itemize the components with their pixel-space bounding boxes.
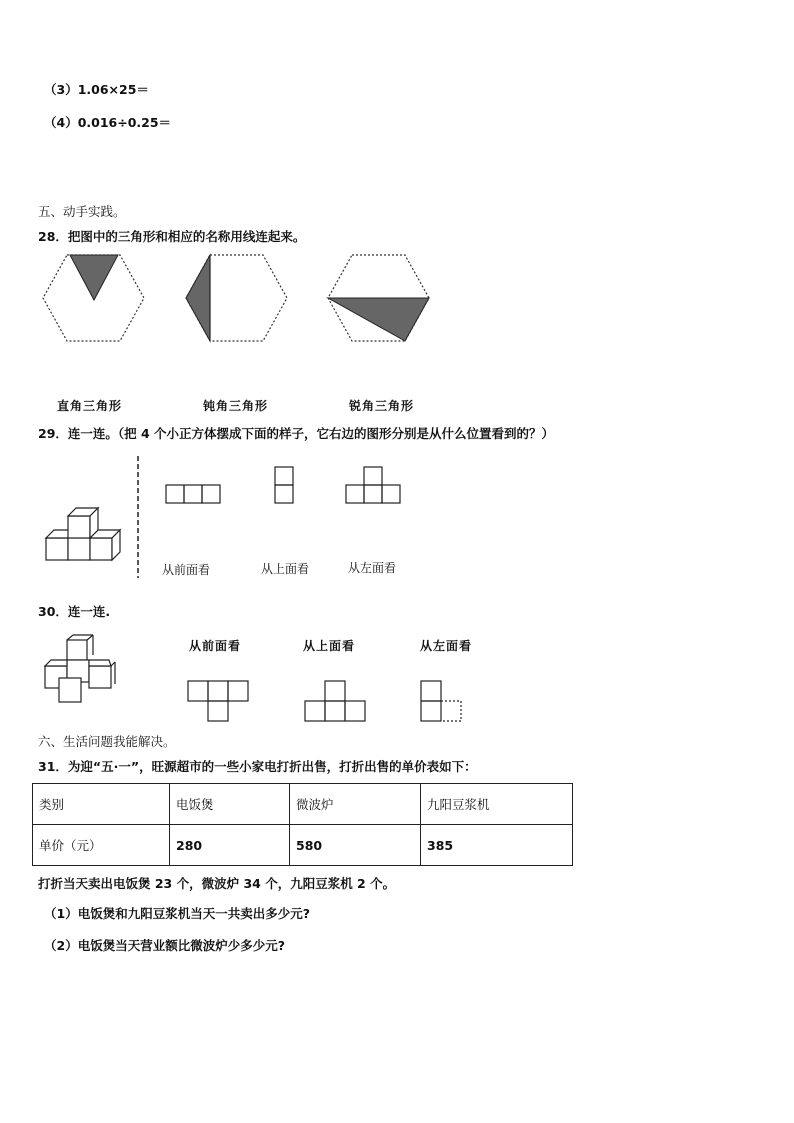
q29-view-a xyxy=(165,484,222,504)
q30-view-b xyxy=(304,680,368,724)
q30-label-left: 从左面看 xyxy=(420,639,473,653)
table-cell: 电饭煲 xyxy=(170,784,290,825)
q28-text: 28．把图中的三角形和相应的名称用线连起来。 xyxy=(38,229,306,244)
calc-item-3: （3）1.06×25＝ xyxy=(44,82,149,97)
q28-label-2: 钝角三角形 xyxy=(203,399,269,413)
table-cell: 九阳豆浆机 xyxy=(421,784,573,825)
q30-label-top: 从上面看 xyxy=(303,639,356,653)
q31-text: 31．为迎“五·一”，旺源超市的一些小家电打折出售，打折出售的单价表如下： xyxy=(38,759,477,774)
table-cell: 类别 xyxy=(33,784,170,825)
table-header-row xyxy=(33,784,573,825)
q29-label-top: 从上面看 xyxy=(261,562,310,576)
q28-label-1: 直角三角形 xyxy=(57,399,123,413)
q29-view-b xyxy=(274,466,295,504)
q28-triangle-1 xyxy=(70,255,118,300)
q28-hexagon-1 xyxy=(40,252,150,344)
table-cell: 280 xyxy=(170,825,290,866)
table-cell: 单价（元） xyxy=(33,825,170,866)
q28-hexagon-2 xyxy=(183,252,293,344)
table-row xyxy=(33,825,573,866)
q28-triangle-2 xyxy=(186,255,210,341)
q30-view-c xyxy=(420,680,464,724)
q31-sub2: （2）电饭煲当天营业额比微波炉少多少元? xyxy=(44,938,285,953)
calc-item-4: （4）0.016÷0.25＝ xyxy=(44,115,172,130)
q28-label-3: 锐角三角形 xyxy=(349,399,415,413)
section5-heading: 五、动手实践。 xyxy=(38,204,126,219)
q28-hexagon-3 xyxy=(325,252,435,344)
table-cell: 580 xyxy=(290,825,421,866)
q31-sub1: （1）电饭煲和九阳豆浆机当天一共卖出多少元? xyxy=(44,906,310,921)
table-cell: 385 xyxy=(421,825,573,866)
q29-divider xyxy=(136,456,140,578)
q30-label-front: 从前面看 xyxy=(189,639,242,653)
q29-view-c xyxy=(345,466,403,504)
q29-label-front: 从前面看 xyxy=(162,563,211,577)
table-cell: 微波炉 xyxy=(290,784,421,825)
q28-triangle-3 xyxy=(328,298,429,341)
q31-sales: 打折当天卖出电饭煲 23 个，微波炉 34 个，九阳豆浆机 2 个。 xyxy=(38,876,396,891)
q29-text: 29．连一连。（把 4 个小正方体摆成下面的样子，它右边的图形分别是从什么位置看到的？） xyxy=(38,426,555,441)
section6-heading: 六、生活问题我能解决。 xyxy=(38,734,176,749)
q30-text: 30．连一连. xyxy=(38,604,111,619)
q29-label-left: 从左面看 xyxy=(348,561,397,575)
q29-cube-stack xyxy=(44,500,124,562)
q30-view-a xyxy=(187,680,251,724)
price-table xyxy=(32,783,573,866)
q30-cube-stack xyxy=(43,638,117,704)
